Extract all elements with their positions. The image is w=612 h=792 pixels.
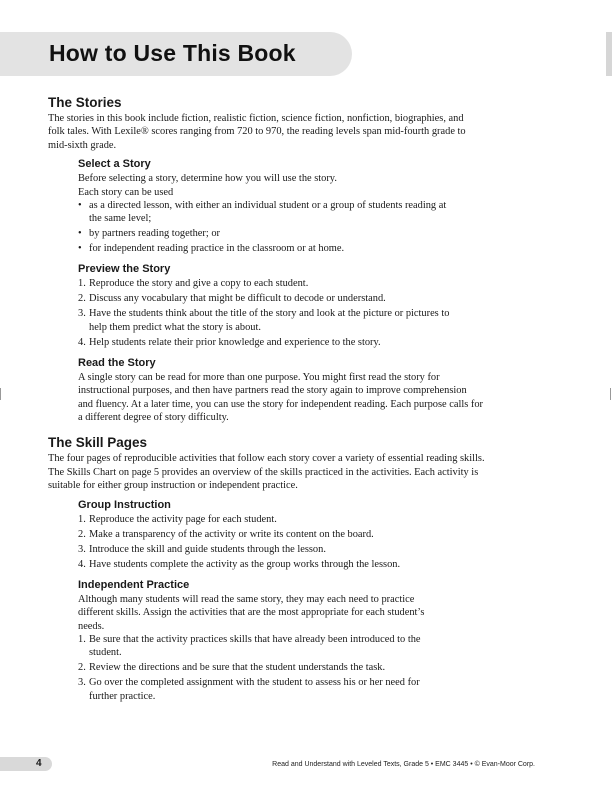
- select-story-block: [78, 152, 492, 424]
- subheading-select-story: Select a Story: [78, 158, 151, 171]
- page-number: 4: [36, 758, 42, 769]
- select-story-text-2: Each story can be used: [78, 186, 174, 198]
- list-item: 1. Reproduce the activity page for each student.: [78, 513, 277, 525]
- list-item: 3. Go over the completed assignment with the student to assess his or her need for further practice.: [78, 677, 420, 702]
- skills-intro: The four pages of reproducible activities that follow each story cover a variety of essential reading skills. The Skills Chart on page 5 provides an overview of the skills practiced in the activities. Each activity is suitable for either group instruction or independent practice.: [48, 453, 485, 492]
- list-item: 3. Have the students think about the title of the story and look at the picture or pictures to help them predict what the story is about.: [78, 308, 450, 333]
- independent-practice-steps: [78, 633, 448, 703]
- page-number-tab: [0, 757, 52, 771]
- main-content: [48, 94, 492, 705]
- section-heading-skill-pages: The Skill Pages: [48, 435, 148, 451]
- list-item: • as a directed lesson, with either an individual student or a group of students reading at the same level;: [78, 199, 458, 226]
- section-heading-stories: The Stories: [48, 95, 122, 110]
- skill-pages-block: [78, 493, 492, 703]
- subheading-independent-practice: Independent Practice: [78, 578, 190, 591]
- independent-practice-text: Although many students will read the same story, they may each need to practice different skills. Assign the activities that are the most appropriate for each student’s needs.: [78, 593, 425, 632]
- select-story-bullets: [78, 199, 458, 256]
- crop-mark-top-right: [606, 32, 612, 76]
- stories-intro: The stories in this book include fiction, realistic fiction, science fiction, nonfiction, biographies, and folk tales. With Lexile® scores ranging from 720 to 970, the reading levels span mid-fourth grade to mid-sixth grade.: [48, 113, 466, 151]
- read-story-text: A single story can be read for more than one purpose. You might first read the story for instructional purposes, and then have partners read the story again to improve comprehension and fluency. At a later time, you can use the story for independent reading. Each purpose calls for a different degree of story difficulty.: [78, 371, 483, 424]
- footer-credit: Read and Understand with Leveled Texts, Grade 5 • EMC 3445 • © Evan-Moor Corp.: [272, 761, 535, 768]
- list-item: 2. Review the directions and be sure that the student understands the task.: [78, 662, 386, 674]
- list-item: 2. Make a transparency of the activity or write its content on the board.: [78, 528, 374, 540]
- list-item: 2. Discuss any vocabulary that might be difficult to decode or understand.: [78, 293, 386, 305]
- list-item: 1. Be sure that the activity practices skills that have already been introduced to the student.: [78, 633, 421, 659]
- crop-mark-left: [0, 388, 1, 400]
- list-item: 3. Introduce the skill and guide students through the lesson.: [78, 543, 326, 555]
- crop-mark-right: [610, 388, 611, 400]
- group-instruction-steps: [78, 513, 473, 571]
- select-story-text-1: Before selecting a story, determine how you will use the story.: [78, 173, 337, 185]
- list-item: • for independent reading practice in the classroom or at home.: [78, 242, 458, 255]
- list-item: • by partners reading together; or: [78, 227, 458, 240]
- subheading-group-instruction: Group Instruction: [78, 498, 171, 511]
- subheading-read-story: Read the Story: [78, 356, 156, 369]
- preview-story-steps: [78, 277, 453, 349]
- list-item: 4. Have students complete the activity as the group works through the lesson.: [78, 558, 401, 570]
- list-item: 4. Help students relate their prior knowledge and experience to the story.: [78, 336, 381, 348]
- list-item: 1. Reproduce the story and give a copy to each student.: [78, 278, 309, 290]
- subheading-preview-story: Preview the Story: [78, 263, 171, 276]
- page-title: How to Use This Book: [49, 40, 296, 66]
